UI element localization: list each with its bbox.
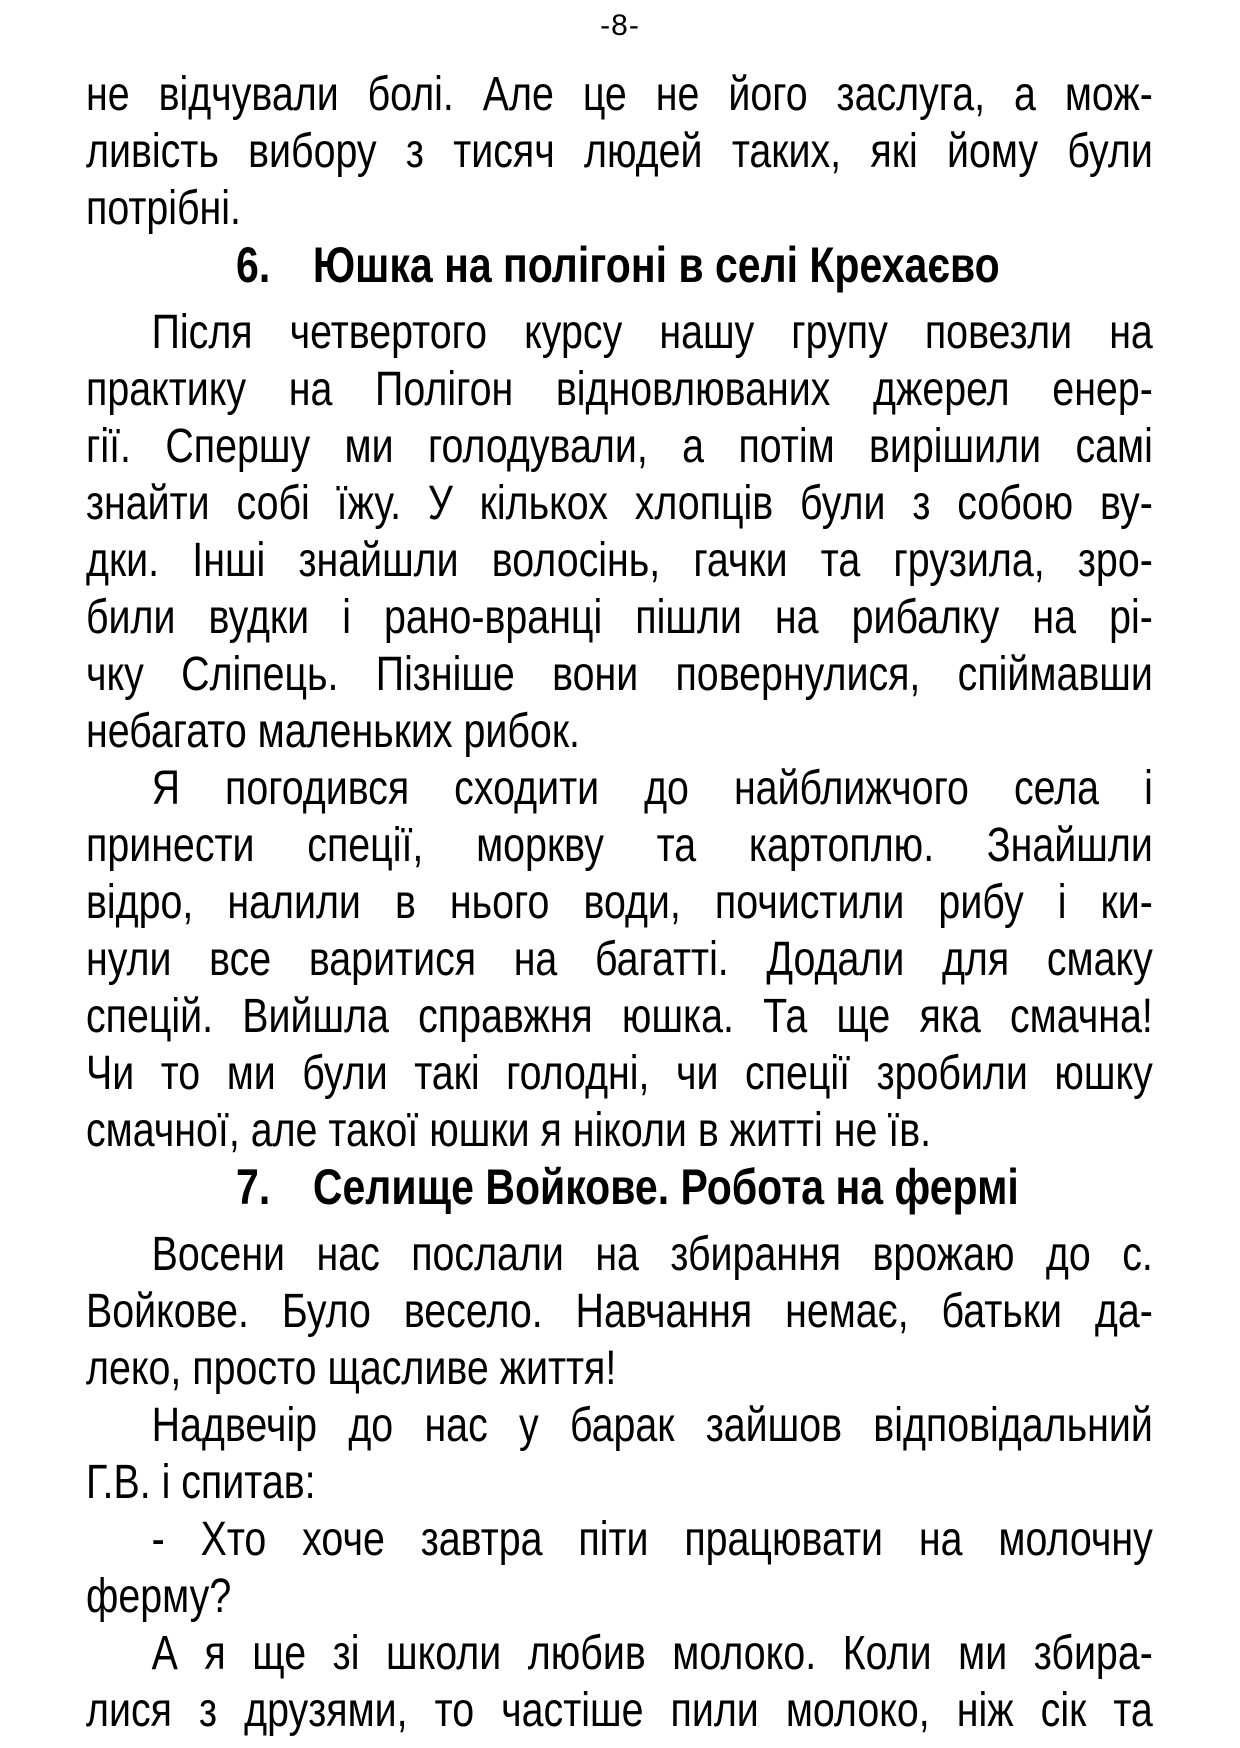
text-line: смачної, але такої юшки я ніколи в житті не їв. (86, 1104, 932, 1157)
section-heading (236, 1159, 1153, 1216)
text-line: лися з друзями, то частіше пили молоко, ніж сік та (86, 1684, 1153, 1737)
text-line: не відчували болі. Але це не його заслуга, а мож- (86, 68, 1153, 121)
text-line: дки. Інші знайшли волосінь, гачки та грузила, зро- (86, 534, 1153, 587)
heading-number: 6. (236, 237, 271, 293)
text-line: Войкове. Було весело. Навчання немає, батьки да- (86, 1285, 1153, 1338)
text-line: небагато маленьких рибок. (86, 705, 580, 758)
text-line: Я погодився сходити до найближчого села і (151, 762, 1153, 815)
heading-title: Юшка на полігоні в селі Крехаєво (312, 237, 1000, 293)
text-line: Надвечір до нас у барак зайшов відповідальний (151, 1399, 1153, 1452)
text-line: били вудки і рано-вранці пішли на рибалку на рі- (86, 591, 1153, 644)
text-line: знайти собі їжу. У кількох хлопців були з собою ву- (86, 477, 1153, 530)
paragraph (86, 1511, 1153, 1625)
text-line: ливість вибору з тисяч людей таких, які йому були (86, 125, 1153, 178)
heading-number: 7. (236, 1159, 271, 1215)
paragraph (86, 1397, 1153, 1511)
text-line: практику на Полігон відновлюваних джерел енер- (86, 363, 1153, 416)
section-heading (236, 237, 1153, 294)
text-column (86, 66, 1153, 1739)
paragraph (86, 1625, 1153, 1739)
heading-title: Селище Войкове. Робота на фермі (312, 1159, 1019, 1215)
text-line: леко, просто щасливе життя! (86, 1342, 617, 1395)
paragraph (86, 760, 1153, 1159)
text-line: відро, налили в нього води, почистили рибу і ки- (86, 876, 1153, 929)
paragraph (86, 1226, 1153, 1397)
text-line: А я ще зі школи любив молоко. Коли ми збира- (151, 1627, 1153, 1680)
text-line: Восени нас послали на збирання врожаю до с. (151, 1228, 1153, 1281)
text-line: Г.В. і спитав: (86, 1456, 316, 1509)
paragraph (86, 304, 1153, 760)
text-line: Після четвертого курсу нашу групу повезли на (151, 306, 1153, 359)
text-line: потрібні. (86, 182, 241, 235)
text-line: - Хто хоче завтра піти працювати на молочну (151, 1513, 1153, 1566)
paragraph (86, 66, 1153, 237)
text-line: принести спеції, моркву та картоплю. Знайшли (86, 819, 1153, 872)
text-line: нули все варитися на багатті. Додали для смаку (86, 933, 1153, 986)
text-line: Чи то ми були такі голодні, чи спеції зробили юшку (86, 1047, 1153, 1100)
text-column-content (86, 66, 1153, 1739)
text-line: ферму? (86, 1570, 232, 1623)
text-line: чку Сліпець. Пізніше вони повернулися, спіймавши (86, 648, 1153, 701)
text-line: гії. Спершу ми голодували, а потім вирішили самі (86, 420, 1153, 473)
text-line: спецій. Вийшла справжня юшка. Та ще яка смачна! (86, 990, 1153, 1043)
page-number: -8- (600, 9, 640, 42)
